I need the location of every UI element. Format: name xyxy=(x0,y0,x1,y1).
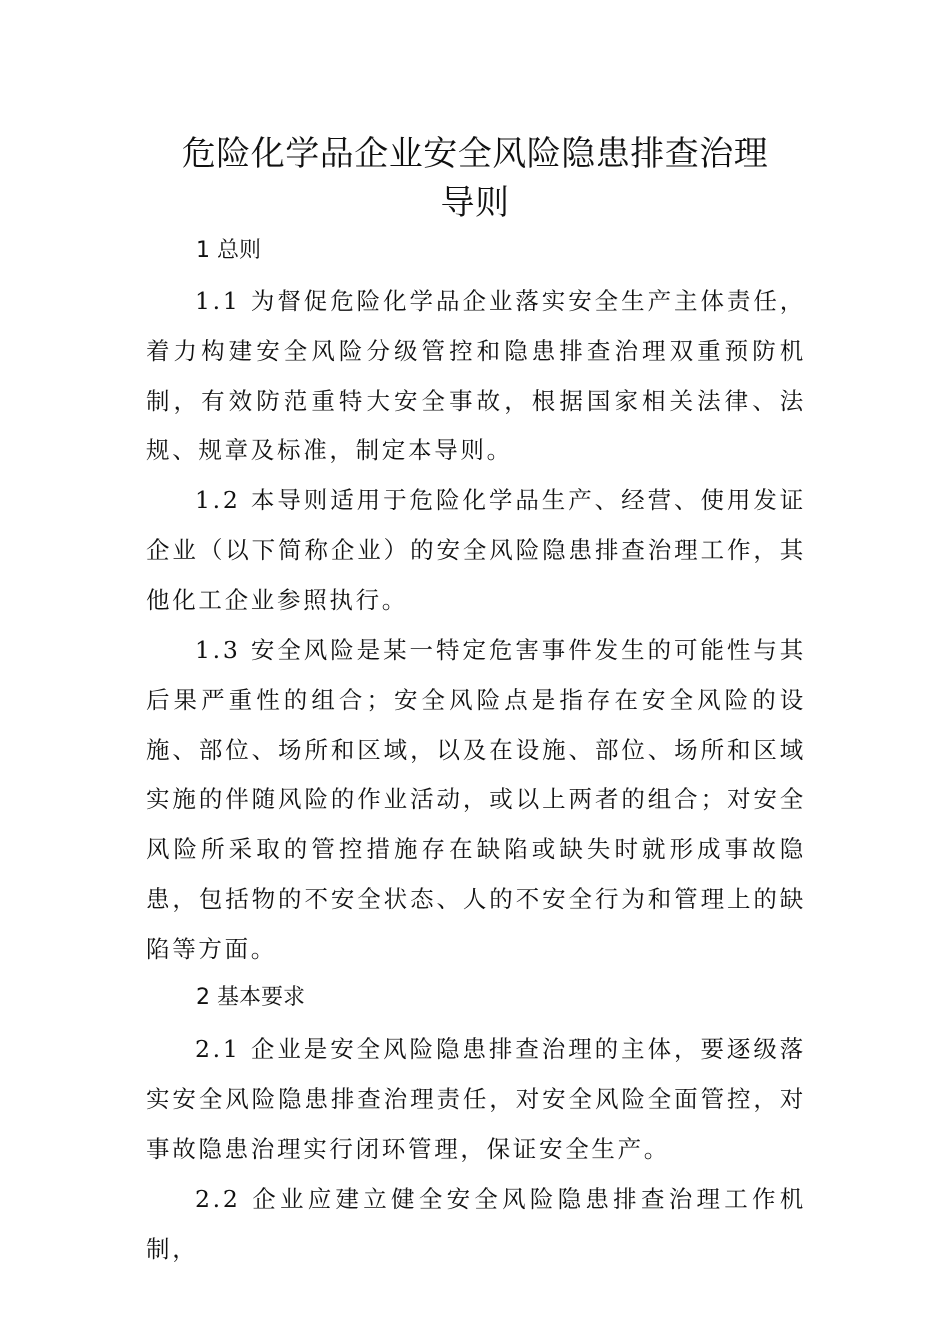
paragraph-1-2: 1.2 本导则适用于危险化学品生产、经营、使用发证企业（以下简称企业）的安全风险隐患排查治理工作，其他化工企业参照执行。 xyxy=(146,486,806,614)
section-1-heading: 1 总则 xyxy=(196,238,261,263)
document-title-line-1: 危险化学品企业安全风险隐患排查治理 xyxy=(181,134,769,174)
section-2-heading: 2 基本要求 xyxy=(196,985,305,1010)
paragraph-2-1: 2.1 企业是安全风险隐患排查治理的主体，要逐级落实安全风险隐患排查治理责任，对安全风险全面管控，对事故隐患治理实行闭环管理，保证安全生产。 xyxy=(146,1035,806,1163)
paragraph-1-1: 1.1 为督促危险化学品企业落实安全生产主体责任，着力构建安全风险分级管控和隐患排查治理双重预防机制，有效防范重特大安全事故，根据国家相关法律、法规、规章及标准，制定本导则。 xyxy=(146,287,806,465)
document-title-line-2: 导则 xyxy=(440,183,510,223)
paragraph-2-2: 2.2 企业应建立健全安全风险隐患排查治理工作机制， xyxy=(146,1185,806,1263)
paragraph-1-3: 1.3 安全风险是某一特定危害事件发生的可能性与其后果严重性的组合；安全风险点是指存在安全风险的设施、部位、场所和区域，以及在设施、部位、场所和区域实施的伴随风险的作业活动，或以上两者的组合；对安全风险所采取的管控措施存在缺陷或缺失时就形成事故隐患，包括物的不安全状态、人的不安全行为和管理上的缺陷等方面。 xyxy=(146,636,806,963)
